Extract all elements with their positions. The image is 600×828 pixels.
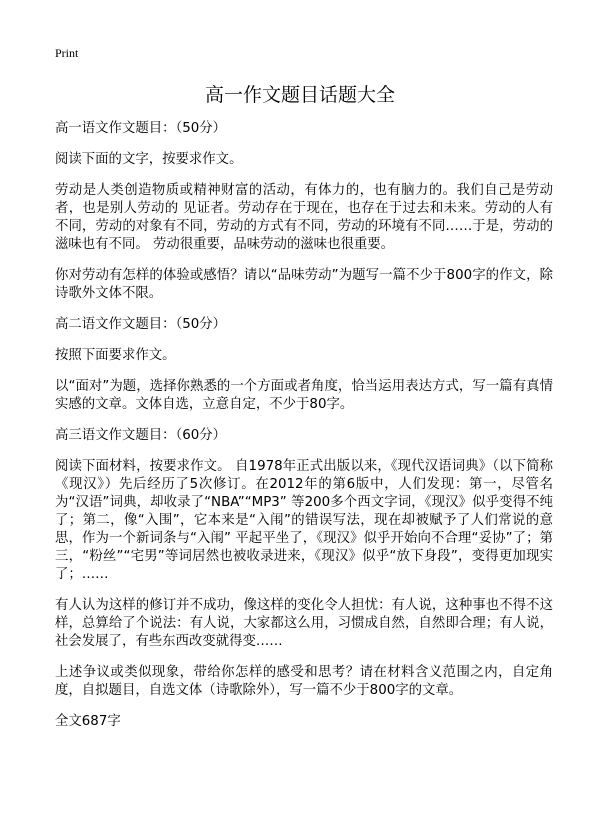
grade3-opinions: 有人认为这样的修订并不成功，像这样的变化令人担忧：有人说，这种事也不得不这样，总算给了个说法：有人说，大家都这么用，习惯成自然，自然即合理；有人说，社会发展了，有些东西改变就得变…… xyxy=(55,598,553,649)
grade2-instruction: 按照下面要求作文。 xyxy=(55,348,176,363)
grade3-material: 阅读下面材料，按要求作文。 自1978年正式出版以来，《现代汉语词典》（以下简称《现汉》）先后经历了5次修订。在2012年的第6版中，人们发现：第一，尽管名为“汉语”词典，却收录了“NBA”“MP3” 等200多个西文字词，《现汉》似乎变得不纯了；第二，像“入围”，它本来是“入闱”的错误写法，现在却被赋予了人们常说的意思，作为一个新词条与“入闱” 平起平坐了，《现汉》似乎开始向不合理“妥协”了；第三，“粉丝”“宅男”等词居然也被收录进来，《现汉》似乎“放下身段”，变得更加现实了；…… xyxy=(55,459,553,582)
grade2-heading: 高二语文作文题目：（50分） xyxy=(55,317,227,332)
grade3-task: 上述争议或类似现象，带给你怎样的感受和思考？请在材料含义范围之内，自定角度，自拟题目，自选文体（诗歌除外），写一篇不少于800字的文章。 xyxy=(55,665,553,698)
grade1-instruction: 阅读下面的文字，按要求作文。 xyxy=(55,152,243,167)
article-body xyxy=(55,120,553,731)
grade1-material: 劳动是人类创造物质或精神财富的活动，有体力的，也有脑力的。我们自己是劳动者，也是别人劳动的 见证者。劳动存在于现在，也存在于过去和未来。劳动的人有不同，劳动的对象有不同，劳动的方式有不同，劳动的环境有不同……于是，劳动的滋味也有不同。 劳动很重要，品味劳动的滋味也很重要。 xyxy=(55,183,553,252)
grade1-task: 你对劳动有怎样的体验或感悟？请以“品味劳动”为题写一篇不少于800字的作文，除诗歌外文体不限。 xyxy=(55,268,553,301)
grade2-task: 以“面对”为题，选择你熟悉的一个方面或者角度，恰当运用表达方式，写一篇有真情实感的文章。文体自选，立意自定，不少于80字。 xyxy=(55,379,553,412)
grade1-heading: 高一语文作文题目：（50分） xyxy=(55,121,227,136)
grade3-heading: 高三语文作文题目：（60分） xyxy=(55,428,227,443)
page-title: 高一作文题目话题大全 xyxy=(204,84,395,106)
print-link[interactable]: Print xyxy=(55,46,79,60)
word-count: 全文687字 xyxy=(55,714,121,729)
